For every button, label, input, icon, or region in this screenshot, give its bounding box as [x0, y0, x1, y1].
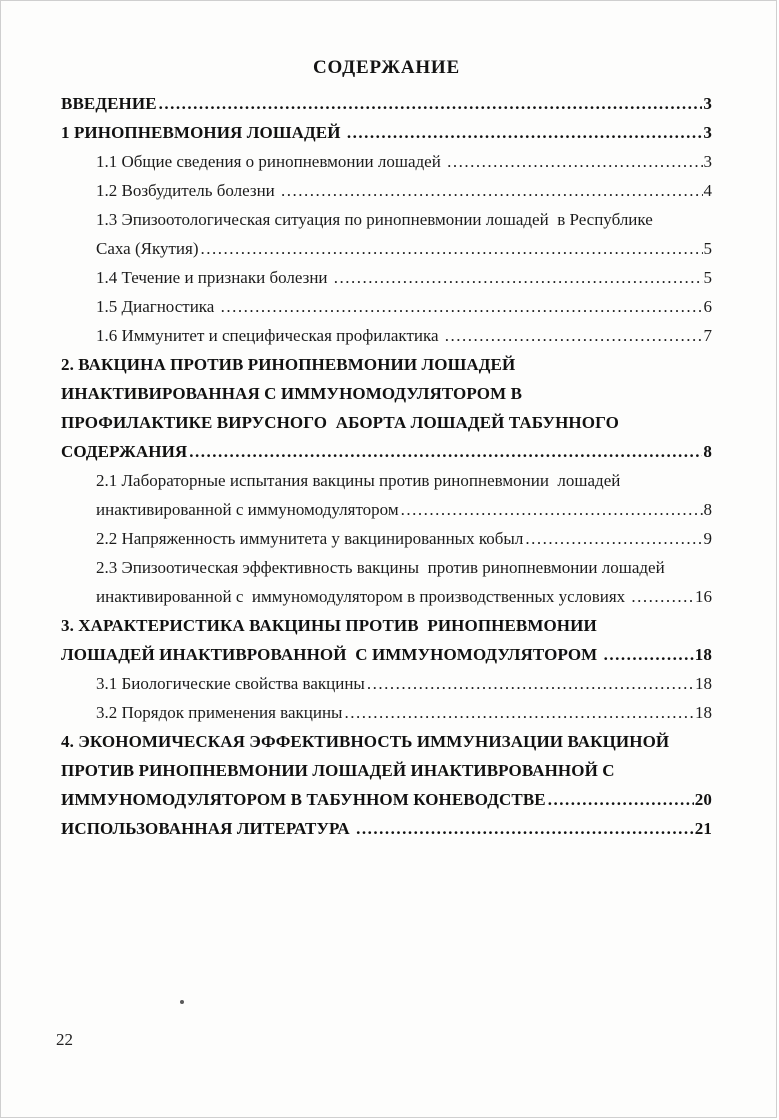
- toc-entry: [61, 350, 712, 379]
- toc-entry: [61, 234, 712, 263]
- toc-dot-leader: [344, 698, 694, 727]
- toc-page-number: 4: [703, 181, 712, 200]
- toc-entry: [61, 321, 712, 350]
- toc-dot-leader: [189, 437, 702, 466]
- toc-entry: [61, 292, 712, 321]
- toc-entry-text: 3. ХАРАКТЕРИСТИКА ВАКЦИНЫ ПРОТИВ РИНОПНЕВМОНИИ: [61, 616, 597, 635]
- toc-dot-leader: [604, 640, 694, 669]
- toc-entry-text: Саха (Якутия): [96, 239, 199, 258]
- scan-speck-artifact: [180, 1000, 184, 1004]
- toc-entry-text: 1.4 Течение и признаки болезни: [96, 268, 332, 287]
- toc-dot-leader: [356, 814, 694, 843]
- toc-page-number: 9: [703, 529, 712, 548]
- toc-entry: [61, 495, 712, 524]
- toc-dot-leader: [525, 524, 702, 553]
- toc-page-number: 3: [703, 123, 712, 142]
- toc-entry: [61, 785, 712, 814]
- toc-entry-text: инактивированной с иммуномодулятором: [96, 500, 399, 519]
- toc-entry: [61, 698, 712, 727]
- toc-page-number: 20: [694, 790, 712, 809]
- toc-entry-text: ВВЕДЕНИЕ: [61, 94, 157, 113]
- toc-entry-text: 1.6 Иммунитет и специфическая профилактика: [96, 326, 443, 345]
- toc-entry-text: ИСПОЛЬЗОВАННАЯ ЛИТЕРАТУРА: [61, 819, 355, 838]
- toc-entry: [61, 466, 712, 495]
- toc-dot-leader: [159, 89, 703, 118]
- toc-entry-text: ПРОТИВ РИНОПНЕВМОНИИ ЛОШАДЕЙ ИНАКТИВРОВАННОЙ С: [61, 761, 615, 780]
- page-title: СОДЕРЖАНИЕ: [313, 57, 460, 78]
- toc-dot-leader: [548, 785, 694, 814]
- toc-dot-leader: [334, 263, 703, 292]
- toc-entry: [61, 437, 712, 466]
- toc-page-number: 21: [694, 819, 712, 838]
- toc-page-number: 18: [695, 703, 712, 722]
- toc-dot-leader: [281, 176, 702, 205]
- toc-entry: [61, 727, 712, 756]
- toc-entry-text: 4. ЭКОНОМИЧЕСКАЯ ЭФФЕКТИВНОСТЬ ИММУНИЗАЦИИ ВАКЦИНОЙ: [61, 732, 670, 751]
- toc-entry: [61, 524, 712, 553]
- toc-page-number: 7: [703, 326, 712, 345]
- toc-entry: [61, 118, 712, 147]
- toc-entry-text: ИММУНОМОДУЛЯТОРОМ В ТАБУННОМ КОНЕВОДСТВЕ: [61, 790, 546, 809]
- toc-entry-text: ПРОФИЛАКТИКЕ ВИРУСНОГО АБОРТА ЛОШАДЕЙ ТАБУННОГО: [61, 413, 619, 432]
- toc-page-number: 8: [703, 442, 712, 461]
- toc-entry: [61, 263, 712, 292]
- toc-page-number: 18: [694, 645, 712, 664]
- toc-entry-text: 3.2 Порядок применения вакцины: [96, 703, 343, 722]
- toc-dot-leader: [445, 321, 703, 350]
- toc-dot-leader: [631, 582, 694, 611]
- toc-entry-text: 3.1 Биологические свойства вакцины: [96, 674, 365, 693]
- toc-dot-leader: [221, 292, 703, 321]
- toc-entry: [61, 814, 712, 843]
- toc-entry: [61, 582, 712, 611]
- toc-page-number: 5: [703, 268, 712, 287]
- toc-entry: [61, 147, 712, 176]
- toc-entry-text: 1 РИНОПНЕВМОНИЯ ЛОШАДЕЙ: [61, 123, 345, 142]
- toc-entry-text: 1.3 Эпизоотологическая ситуация по ринопневмонии лошадей в Республике: [96, 210, 653, 229]
- toc-entry: [61, 408, 712, 437]
- toc-entry: [61, 756, 712, 785]
- toc-entry: [61, 89, 712, 118]
- toc-entry: [61, 379, 712, 408]
- toc-page-number: 8: [703, 500, 712, 519]
- toc-entry: [61, 553, 712, 582]
- toc-page-number: 6: [703, 297, 712, 316]
- toc-entry: [61, 669, 712, 698]
- toc-entry: [61, 176, 712, 205]
- toc-entry-text: 2. ВАКЦИНА ПРОТИВ РИНОПНЕВМОНИИ ЛОШАДЕЙ: [61, 355, 516, 374]
- toc-page-number: 5: [703, 239, 712, 258]
- toc-page-number: 3: [703, 94, 712, 113]
- toc-entry: [61, 205, 712, 234]
- toc-entry-text: 2.3 Эпизоотическая эффективность вакцины против ринопневмонии лошадей: [96, 558, 665, 577]
- toc-page-number: 18: [695, 674, 712, 693]
- toc-dot-leader: [367, 669, 694, 698]
- toc-dot-leader: [447, 147, 702, 176]
- toc-entry-text: 2.2 Напряженность иммунитета у вакцинированных кобыл: [96, 529, 524, 548]
- toc-entry: [61, 640, 712, 669]
- toc-content: [61, 53, 712, 843]
- toc-entry-text: СОДЕРЖАНИЯ: [61, 442, 188, 461]
- toc-entry: [61, 611, 712, 640]
- toc-dot-leader: [401, 495, 703, 524]
- toc-entry-text: 1.5 Диагностика: [96, 297, 219, 316]
- toc-entry-text: инактивированной с иммуномодулятором в производственных условиях: [96, 587, 630, 606]
- toc-entry-text: ИНАКТИВИРОВАННАЯ С ИММУНОМОДУЛЯТОРОМ В: [61, 384, 523, 403]
- toc-entry-text: 1.1 Общие сведения о ринопневмонии лошадей: [96, 152, 446, 171]
- toc-page-number: 16: [695, 587, 712, 606]
- toc-dot-leader: [347, 118, 702, 147]
- toc-entry-text: 2.1 Лабораторные испытания вакцины против ринопневмонии лошадей: [96, 471, 621, 490]
- toc-entry-text: ЛОШАДЕЙ ИНАКТИВРОВАННОЙ С ИММУНОМОДУЛЯТОРОМ: [61, 645, 602, 664]
- toc-page-number: 3: [703, 152, 712, 171]
- toc-entry-text: 1.2 Возбудитель болезни: [96, 181, 280, 200]
- table-of-contents: [61, 89, 712, 843]
- toc-dot-leader: [200, 234, 702, 263]
- page-number: 22: [56, 1030, 73, 1049]
